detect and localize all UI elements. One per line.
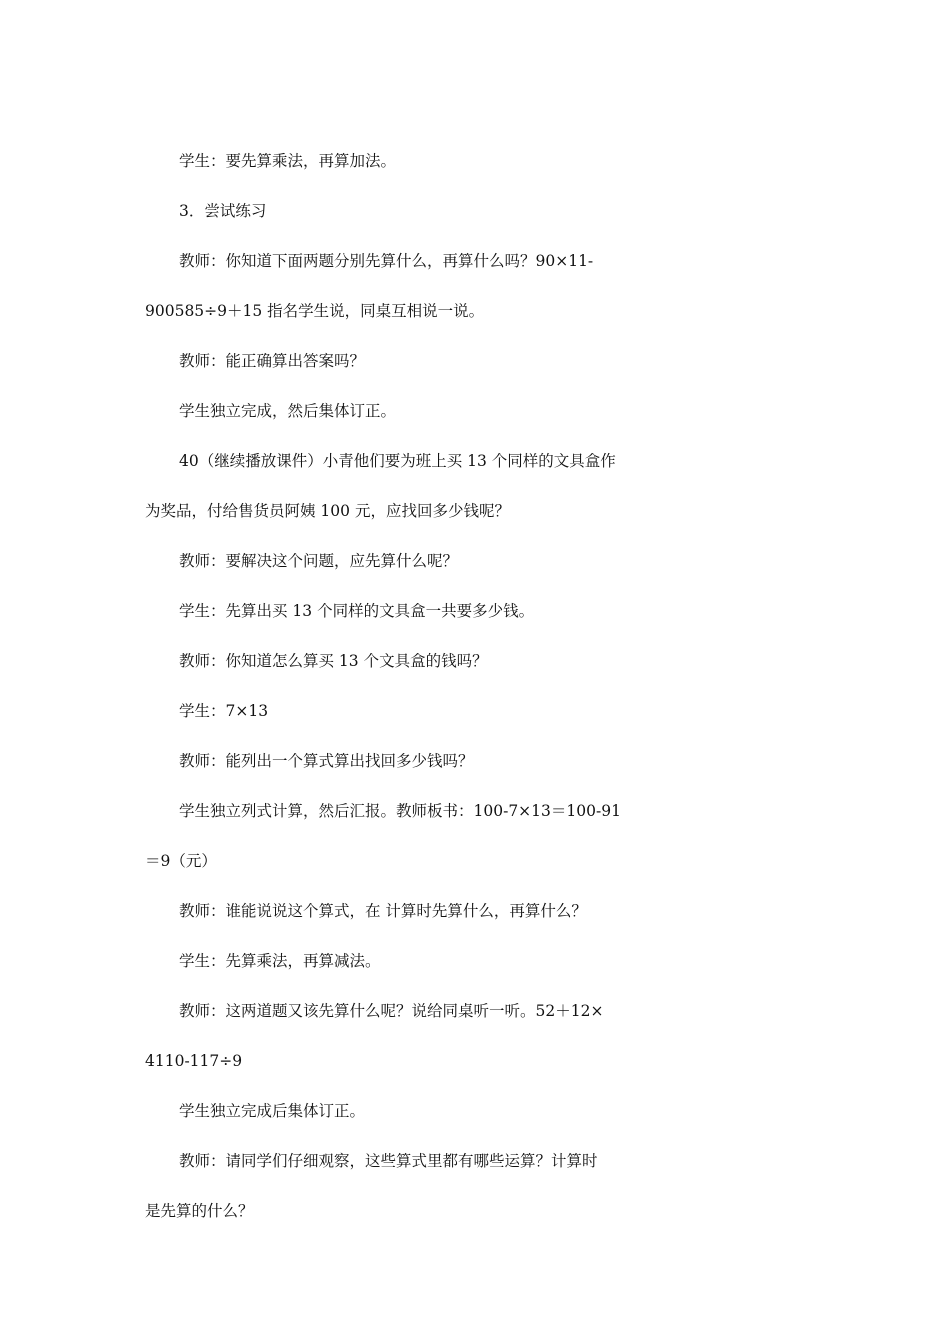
paragraph-line: 学生：要先算乘法，再算加法。 <box>179 152 397 170</box>
paragraph-line: 是先算的什么？ <box>145 1202 254 1220</box>
paragraph-line: 教师：谁能说说这个算式，在 计算时先算什么，再算什么？ <box>179 902 587 920</box>
paragraph-line: 为奖品，付给售货员阿姨 100 元，应找回多少钱呢？ <box>145 502 510 520</box>
paragraph-line: 教师：要解决这个问题，应先算什么呢？ <box>179 552 459 570</box>
section-heading: 3．尝试练习 <box>179 202 267 220</box>
paragraph-line: ＝9（元） <box>145 852 217 870</box>
paragraph-line: 教师：这两道题又该先算什么呢？说给同桌听一听。52＋12× <box>179 1002 604 1020</box>
paragraph-line: 900585÷9＋15 指名学生说，同桌互相说一说。 <box>145 302 485 320</box>
paragraph-line: 教师：请同学们仔细观察，这些算式里都有哪些运算？计算时 <box>179 1152 598 1170</box>
paragraph-line: 学生独立完成后集体订正。 <box>179 1102 366 1120</box>
paragraph-line: 学生独立完成，然后集体订正。 <box>179 402 397 420</box>
paragraph-line: 4110-117÷9 <box>145 1052 243 1070</box>
paragraph-line: 教师：能列出一个算式算出找回多少钱吗？ <box>179 752 474 770</box>
paragraph-line: 学生：先算出买 13 个同样的文具盒一共要多少钱。 <box>179 602 535 620</box>
paragraph-line: 学生：先算乘法，再算减法。 <box>179 952 381 970</box>
paragraph-line: 教师：能正确算出答案吗？ <box>179 352 366 370</box>
paragraph-line: 教师：你知道下面两题分别先算什么，再算什么吗？90×11- <box>179 252 594 270</box>
paragraph-line: 学生独立列式计算，然后汇报。教师板书：100-7×13＝100-91 <box>179 802 621 820</box>
paragraph-line: 教师：你知道怎么算买 13 个文具盒的钱吗？ <box>179 652 488 670</box>
paragraph-line: 40（继续播放课件）小青他们要为班上买 13 个同样的文具盒作 <box>179 452 616 470</box>
paragraph-line: 学生：7×13 <box>179 702 269 720</box>
